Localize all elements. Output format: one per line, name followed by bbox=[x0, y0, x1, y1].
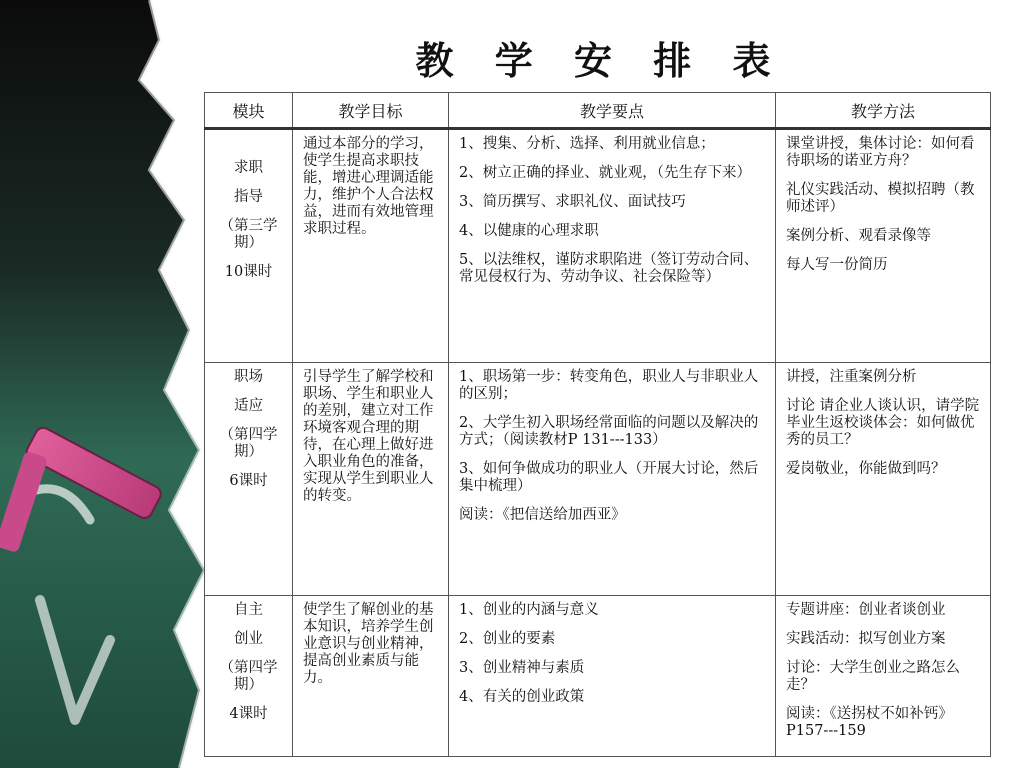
point-item: 3、如何争做成功的职业人（开展大讨论，然后集中梳理） bbox=[459, 461, 759, 494]
module-term: （第四学期） bbox=[219, 427, 278, 460]
module-cell bbox=[205, 596, 293, 757]
point-item: 2、大学生初入职场经常面临的问题以及解决的方式；（阅读教材P 131---133） bbox=[459, 415, 759, 448]
point-item: 2、创业的要素 bbox=[459, 631, 556, 647]
page-title: 教 学 安 排 表 bbox=[415, 39, 785, 83]
module-hours: 6课时 bbox=[229, 473, 268, 489]
point-item: 1、创业的内涵与意义 bbox=[459, 602, 599, 618]
point-item: 4、有关的创业政策 bbox=[459, 689, 585, 705]
module-name-line2: 指导 bbox=[234, 189, 263, 205]
module-term: （第三学期） bbox=[219, 218, 278, 251]
method-item: 讨论 请企业人谈认识，请学院毕业生返校谈体会：如何做优秀的员工？ bbox=[786, 398, 980, 448]
method-item: 每人写一份简历 bbox=[786, 257, 888, 273]
points-cell bbox=[449, 129, 776, 363]
point-item: 3、创业精神与素质 bbox=[459, 660, 585, 676]
methods-cell bbox=[776, 596, 991, 757]
module-hours: 4课时 bbox=[229, 706, 268, 722]
method-item: 礼仪实践活动、模拟招聘（教师述评） bbox=[786, 182, 975, 215]
module-cell bbox=[205, 129, 293, 363]
goal-cell: 引导学生了解学校和职场、学生和职业人的差别，建立对工作环境客观合理的期待，在心理上做好进入职业角色的准备，实现从学生到职业人的转变。 bbox=[293, 363, 449, 596]
method-item: 讨论：大学生创业之路怎么走？ bbox=[786, 660, 960, 693]
methods-cell bbox=[776, 129, 991, 363]
method-item: 爱岗敬业，你能做到吗？ bbox=[786, 461, 946, 477]
points-cell bbox=[449, 596, 776, 757]
module-cell bbox=[205, 363, 293, 596]
table-row bbox=[205, 363, 991, 596]
method-item: 阅读：《送拐杖不如补钙》P157---159 bbox=[786, 706, 953, 739]
header-module: 模块 bbox=[205, 93, 293, 129]
point-item: 1、搜集、分析、选择、利用就业信息； bbox=[459, 136, 715, 152]
goal-cell: 使学生了解创业的基本知识，培养学生创业意识与创业精神，提高创业素质与能力。 bbox=[293, 596, 449, 757]
module-term: （第四学期） bbox=[219, 660, 278, 693]
header-methods: 教学方法 bbox=[776, 93, 991, 129]
method-item: 实践活动：拟写创业方案 bbox=[786, 631, 946, 647]
method-item: 专题讲座：创业者谈创业 bbox=[786, 602, 946, 618]
table-row bbox=[205, 596, 991, 757]
header-points: 教学要点 bbox=[449, 93, 776, 129]
chalkboard-graphic bbox=[0, 0, 210, 768]
module-name-line1: 自主 bbox=[234, 602, 263, 618]
module-name-line2: 适应 bbox=[234, 398, 263, 414]
point-item: 2、树立正确的择业、就业观，（先生存下来） bbox=[459, 165, 751, 181]
points-cell bbox=[449, 363, 776, 596]
point-item: 阅读：《把信送给加西亚》 bbox=[459, 507, 626, 523]
point-item: 5、以法维权，谨防求职陷进（签订劳动合同、常见侵权行为、劳动争议、社会保险等） bbox=[459, 252, 759, 285]
point-item: 1、职场第一步：转变角色，职业人与非职业人的区别； bbox=[459, 369, 759, 402]
method-item: 讲授，注重案例分析 bbox=[786, 369, 917, 385]
point-item: 4、以健康的心理求职 bbox=[459, 223, 599, 239]
module-hours: 10课时 bbox=[224, 264, 273, 280]
module-name-line2: 创业 bbox=[234, 631, 263, 647]
point-item: 3、简历撰写、求职礼仪、面试技巧 bbox=[459, 194, 686, 210]
module-name-line1: 职场 bbox=[234, 369, 263, 385]
table-header-row bbox=[205, 93, 991, 129]
module-name-line1: 求职 bbox=[234, 160, 263, 176]
header-goal: 教学目标 bbox=[293, 93, 449, 129]
table-row bbox=[205, 129, 991, 363]
method-item: 课堂讲授，集体讨论：如何看待职场的诺亚方舟？ bbox=[786, 136, 975, 169]
methods-cell bbox=[776, 363, 991, 596]
method-item: 案例分析、观看录像等 bbox=[786, 228, 931, 244]
goal-cell: 通过本部分的学习，使学生提高求职技能，增进心理调适能力，维护个人合法权益，进而有效地管理求职过程。 bbox=[293, 129, 449, 363]
chalkboard-decoration bbox=[0, 0, 210, 768]
teaching-schedule-table bbox=[204, 92, 991, 757]
